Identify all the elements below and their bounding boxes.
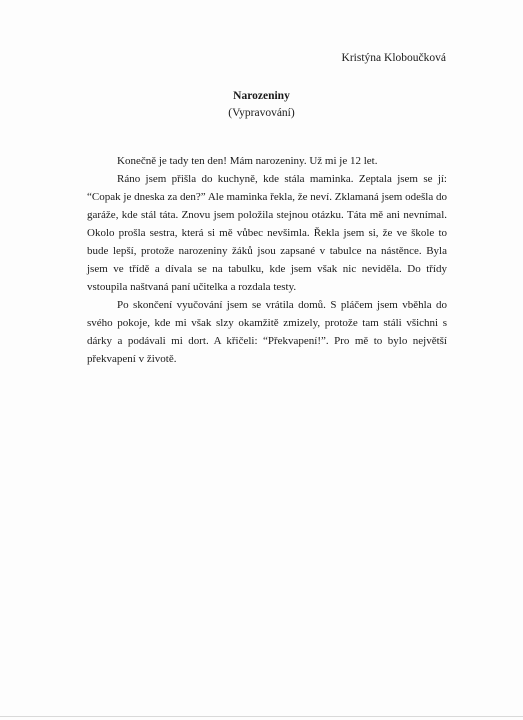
- paragraph-2: Ráno jsem přišla do kuchyně, kde stála maminka. Zeptala jsem se jí: “Copak je dneska za den?” Ale maminka řekla, že neví. Zklamaná jsem odešla do garáže, kde stál táta. Znovu jsem položila stejnou otázku. Táta mě ani nevnímal. Okolo prošla sestra, která si mě vůbec nevšimla. Řekla jsem si, že ve škole to bude lepší, protože narozeniny žáků jsou zapsané v tabulce na nástěnce. Byla jsem ve třídě a dívala se na tabulku, kde jsem však nic neviděla. Do třídy vstoupila naštvaná paní učitelka a rozdala testy.: [87, 173, 447, 293]
- paragraph-3: Po skončení vyučování jsem se vrátila domů. S pláčem jsem vběhla do svého pokoje, kde mi však slzy okamžitě zmizely, protože tam stáli všichni s dárky a podávali mi dort. A křičeli: “Překvapení!”. Pro mě to bylo největší překvapení v životě.: [87, 299, 447, 365]
- document-title: Narozeniny: [233, 90, 290, 102]
- document-body: [87, 152, 447, 368]
- paragraph-1: Konečně je tady ten den! Mám narozeniny. Už mi je 12 let.: [117, 155, 378, 167]
- author-name: Kristýna Kloboučková: [341, 52, 446, 64]
- scan-edge-divider: [0, 716, 523, 717]
- document-subtitle: (Vypravování): [228, 107, 295, 119]
